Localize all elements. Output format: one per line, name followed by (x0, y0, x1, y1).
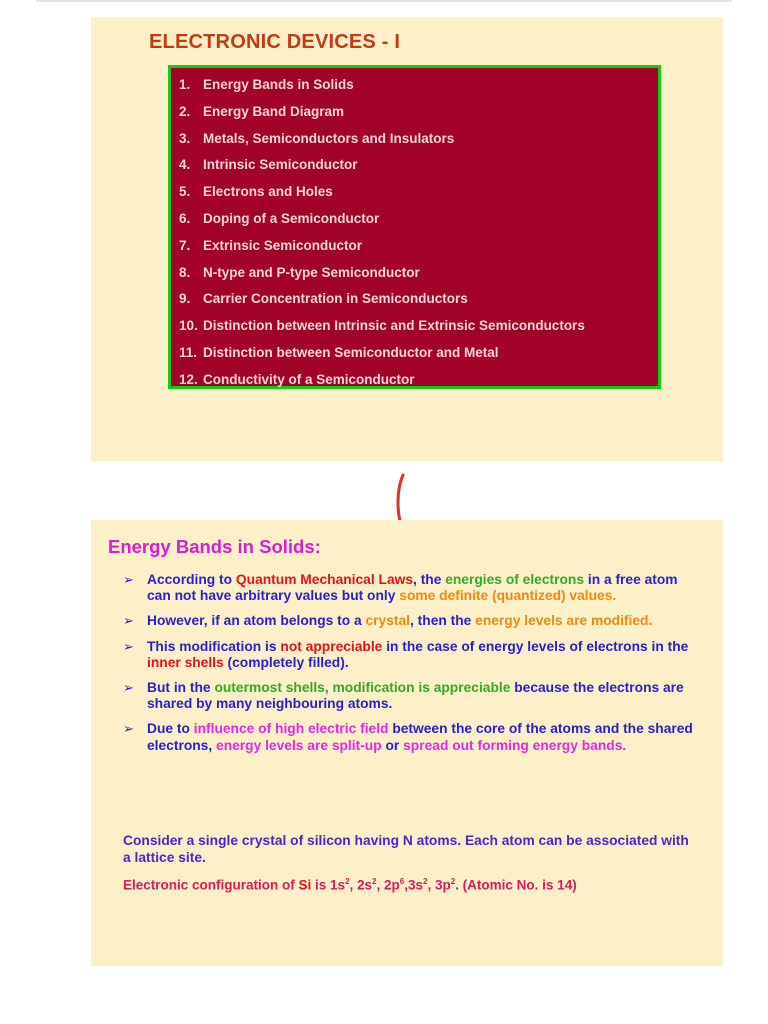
bullet-list (123, 572, 693, 763)
bullet-point: ➢ This modification is not appreciable in the case of energy levels of electrons in the inner shells (completely filled). (123, 638, 689, 670)
table-of-contents (168, 65, 661, 389)
toc-item: 11. Distinction between Semiconductor and Metal (179, 344, 499, 360)
bullet-point: ➢ Due to influence of high electric field between the core of the atoms and the shared electrons, energy levels are split-up or spread out forming energy bands. (123, 721, 693, 753)
top-divider (36, 0, 732, 2)
toc-item: 9. Carrier Concentration in Semiconductors (179, 291, 468, 307)
arrow-bullet-icon: ➢ (123, 572, 134, 587)
toc-item: 8. N-type and P-type Semiconductor (179, 264, 420, 280)
electronic-configuration: Electronic configuration of Si is $1s^2$, $2s^2$, $2p^6,3s^2$, $3p^2$. (Atomic No. is 14) (123, 877, 577, 893)
bullet-point: ➢ But in the outermost shells, modification is appreciable because the electrons are shared by many neighbouring atoms. (123, 680, 684, 712)
toc-item: 3. Metals, Semiconductors and Insulators (179, 130, 455, 146)
slide-energy-bands (91, 520, 723, 966)
slide-contents (91, 17, 723, 461)
arrow-bullet-icon: ➢ (123, 638, 134, 654)
body-paragraph: Consider a single crystal of silicon having N atoms. Each atom can be associated with a lattice site. (123, 833, 689, 865)
toc-item: 7. Extrinsic Semiconductor (179, 237, 363, 253)
toc-item: 12. Conductivity of a Semiconductor (179, 371, 415, 387)
slide-title: ELECTRONIC DEVICES - I (149, 31, 401, 53)
toc-item: 4. Intrinsic Semiconductor (179, 157, 358, 173)
bullet-point: ➢ However, if an atom belongs to a crystal, then the energy levels are modified. (123, 613, 653, 629)
arrow-bullet-icon: ➢ (123, 613, 134, 629)
toc-item: 5. Electrons and Holes (179, 184, 333, 200)
arrow-bullet-icon: ➢ (123, 680, 134, 696)
toc-item: 6. Doping of a Semiconductor (179, 210, 380, 226)
arrow-bullet-icon: ➢ (123, 721, 134, 737)
toc-item: 10. Distinction between Intrinsic and Extrinsic Semiconductors (179, 318, 585, 334)
toc-item: 2. Energy Band Diagram (179, 103, 345, 119)
slide-heading: Energy Bands in Solids: (108, 536, 321, 557)
bullet-point: ➢ According to Quantum Mechanical Laws, the energies of electrons in a free atom can not have arbitrary values but only some definite (quantized) values. (123, 572, 678, 604)
toc-item: 1. Energy Bands in Solids (179, 77, 354, 92)
